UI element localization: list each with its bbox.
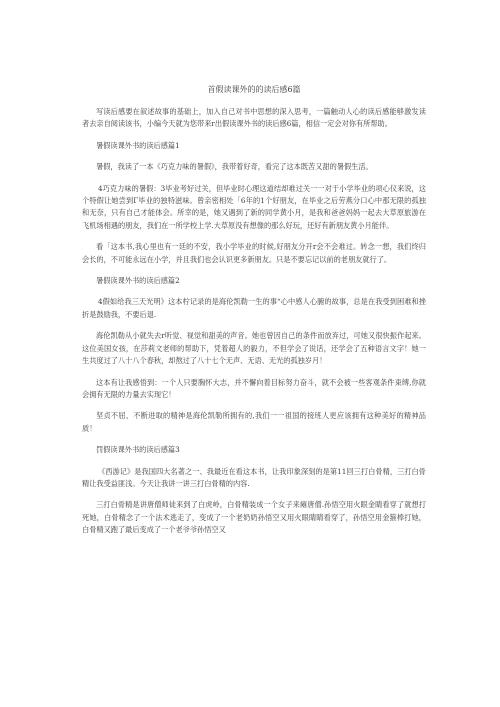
intro-paragraph: 写读后感要在叙述故事的基础上，加入自己对书中思想的深入思考，一篇触动人心的读后感能够激发读者去亲自阅读该书，小编今天就为您带来r出假读课外书的读后感6篇，相信一定会对你有所帮助。	[82, 107, 426, 129]
paragraph: 《西游记》是我国四大名著之一、我最近在看这本书，让我印象深刻的是第11回三打白骨精，三打白骨精让我受益匪浅。今天让我讲一讲三打白骨精的内容.	[82, 466, 426, 488]
section-heading-3: 罚假读课外书的读后感篇3	[96, 445, 180, 455]
section-heading-2: 暑假读课外书的读后感篇2	[96, 276, 180, 286]
paragraph: 看「这本书,我心里也有一廷的不安，我小学毕业的时候,好朋友分开r会不会难过。转念一想，我们终归会长的，不可能永远在小学，并且我们也会认识更多新朋友。只是不要忘记以前的老朋友就行了。	[82, 242, 426, 264]
page-title: 首假读课外的的读后感6篇	[207, 85, 301, 94]
paragraph: 坚贞不屈、不断进取的精神是海伦凯勒所拥有的,我们一一祖国的接班人更应该拥有这种美好的精神品质！	[82, 411, 426, 433]
paragraph: 这本有让我感悟到：一个人只要胸怀大志，并不懈向着目标努力奋斗，就不会被一些客观条件束缚,你就会拥有无限的力量去实现它！	[82, 377, 426, 399]
paragraph: 海伦凯勒从小就失去r听觉、视觉和甜美的声音。她也曾因自己的条件而放弃过，可她又很快振作起来。这位美国女孩，在莎莉文老师的帮助下，凭着超人的毅力，不但学会了说话，还学会了五种语言文字！她一生共度过了八十八个春秋，却熬过了八十七个无声、无语、无光的孤独岁月！	[82, 331, 426, 366]
section-heading-1: 暑假读课外书的读后感篇1	[96, 140, 180, 150]
paragraph: 4假如给我三天光明》这本柠记录的是海伦凯勒一生的事“心中感人心腑的故事，总是在我受到困难和挫折是鼓励我，不要后退.	[82, 297, 426, 319]
paragraph: 三打白骨精是讲唐僧师徒来到了白虎岭，白骨精装成一个女子来瘫唐僧.孙悟空用火眼金睛看穿了就想打死她，白骨精念了一个法术逃走了，变成了一个老奶奶孙悟空又用火眼睛睛看穿了，孙悟空用金箍棒打她，白骨精又跑了最后变成了一个老爷爷孙悟空又	[82, 500, 426, 535]
paragraph: 4巧克力味的暑假：3毕业考好过关，但毕业时心理这道结却难过关一一对于小学毕业的项心仪来说，这个特假让她尝到Γ毕业的独特滋味。曾亲密相处「6年的1个好朋友，在毕业之后劳燕分口心中那无限的孤独和无奈，只有自己才能体会。所幸的是，她又遇到了新的同学黄小月，是我和爸爸妈妈一起去大草原旅游在飞机场相遇的朋友，我们在一所学校上学.大草原没有想像的那么好玩，还好有新朋友黄小月能伴。	[82, 183, 426, 230]
paragraph: 暑假，我读了一本《巧克力味的暑假》，我带着好奇，看完了这本既苦又甜的暑假生活。	[96, 162, 373, 172]
